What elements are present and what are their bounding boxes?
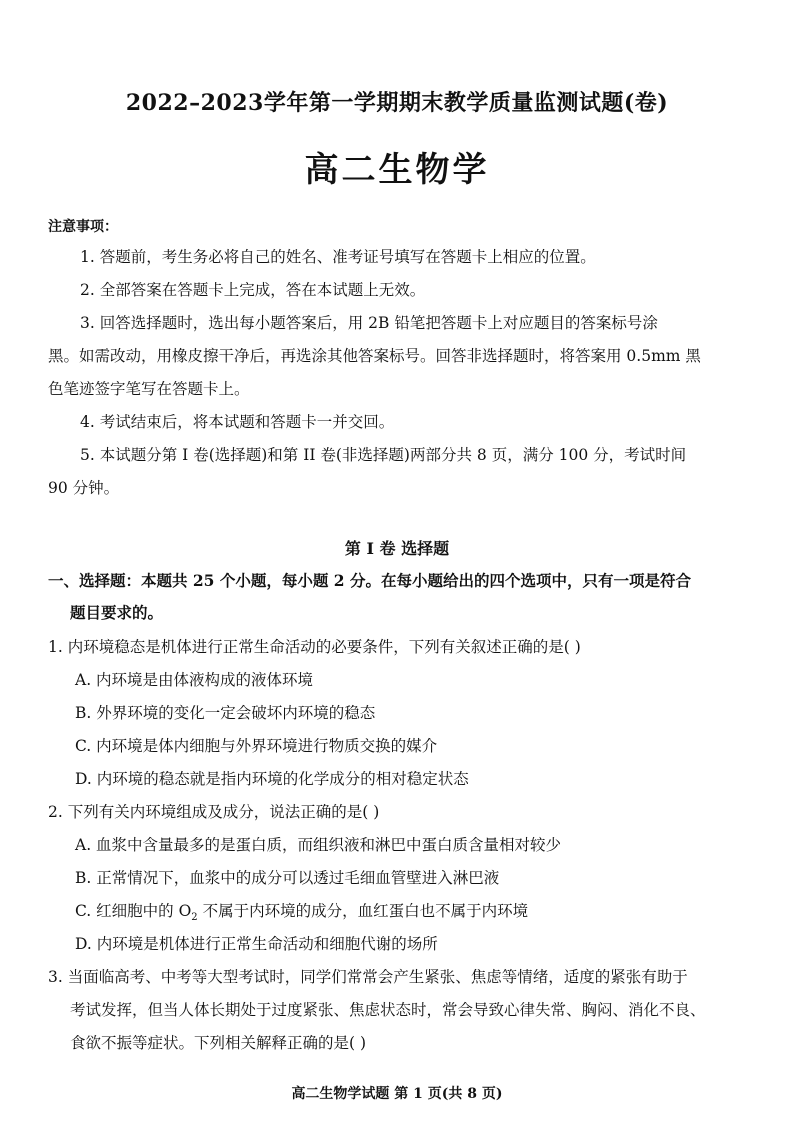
question-2-stem: 2. 下列有关内环境组成及成分，说法正确的是( ) bbox=[48, 803, 380, 821]
question-2-option-c-rest: 不属于内环境的成分，血红蛋白也不属于内环境 bbox=[197, 902, 529, 920]
question-2-option-d: D. 内环境是机体进行正常生命活动和细胞代谢的场所 bbox=[75, 935, 438, 953]
section-instruction: 一、选择题：本题共 25 个小题，每小题 2 分。在每小题给出的四个选项中，只有一项是符合 bbox=[48, 571, 691, 590]
section-instruction-cont: 题目要求的。 bbox=[70, 603, 164, 622]
notice-item-3: 3. 回答选择题时，选出每小题答案后，用 2B 铅笔把答题卡上对应题目的答案标号涂 bbox=[80, 314, 658, 332]
notice-heading: 注意事项： bbox=[48, 219, 118, 235]
exam-title: 2022–2023学年第一学期期末教学质量监测试题(卷) bbox=[125, 90, 669, 116]
question-3-stem-line-2: 考试发挥，但当人体长期处于过度紧张、焦虑状态时，常会导致心律失常、胸闷、消化不良、 bbox=[70, 1001, 706, 1019]
question-2-option-a: A. 血浆中含量最多的是蛋白质，而组织液和淋巴中蛋白质含量相对较少 bbox=[75, 836, 562, 854]
notice-item-5-cont: 90 分钟。 bbox=[48, 479, 120, 497]
notice-item-3-cont: 黑。如需改动，用橡皮擦干净后，再选涂其他答案标号。回答非选择题时，将答案用 0.5mm 黑 bbox=[48, 347, 701, 365]
question-1-option-a: A. 内环境是由体液构成的液体环境 bbox=[75, 671, 314, 689]
subject-title: 高二生物学 bbox=[304, 150, 490, 190]
subscript-two: 2 bbox=[191, 912, 198, 924]
notice-item-1: 1. 答题前，考生务必将自己的姓名、准考证号填写在答题卡上相应的位置。 bbox=[80, 248, 596, 266]
question-3-stem-line-1: 3. 当面临高考、中考等大型考试时，同学们常常会产生紧张、焦虑等情绪，适度的紧张有助于 bbox=[48, 968, 688, 986]
section-title: 第 I 卷 选择题 bbox=[344, 539, 450, 558]
question-2-option-b: B. 正常情况下，血浆中的成分可以透过毛细血管壁进入淋巴液 bbox=[75, 869, 500, 887]
question-1-option-b: B. 外界环境的变化一定会破坏内环境的稳态 bbox=[75, 704, 376, 722]
question-1-stem: 1. 内环境稳态是机体进行正常生命活动的必要条件，下列有关叙述正确的是( ) bbox=[48, 638, 581, 656]
question-1-option-c: C. 内环境是体内细胞与外界环境进行物质交换的媒介 bbox=[75, 737, 438, 755]
notice-item-5: 5. 本试题分第 I 卷(选择题)和第 II 卷(非选择题)两部分共 8 页，满分 100 分，考试时间 bbox=[80, 446, 687, 464]
notice-item-4: 4. 考试结束后，将本试题和答题卡一并交回。 bbox=[80, 413, 395, 431]
question-2-option-c bbox=[75, 900, 528, 929]
question-1-option-d: D. 内环境的稳态就是指内环境的化学成分的相对稳定状态 bbox=[75, 770, 469, 788]
notice-item-3-cont2: 色笔迹签字笔写在答题卡上。 bbox=[48, 380, 250, 398]
notice-item-2: 2. 全部答案在答题卡上完成，答在本试题上无效。 bbox=[80, 281, 426, 299]
question-3-stem-line-3: 食欲不振等症状。下列相关解释正确的是( ) bbox=[70, 1034, 367, 1052]
page-footer: 高二生物学试题 第 1 页(共 8 页) bbox=[291, 1086, 503, 1102]
question-2-option-c-start: C. 红细胞中的 O bbox=[75, 902, 192, 920]
